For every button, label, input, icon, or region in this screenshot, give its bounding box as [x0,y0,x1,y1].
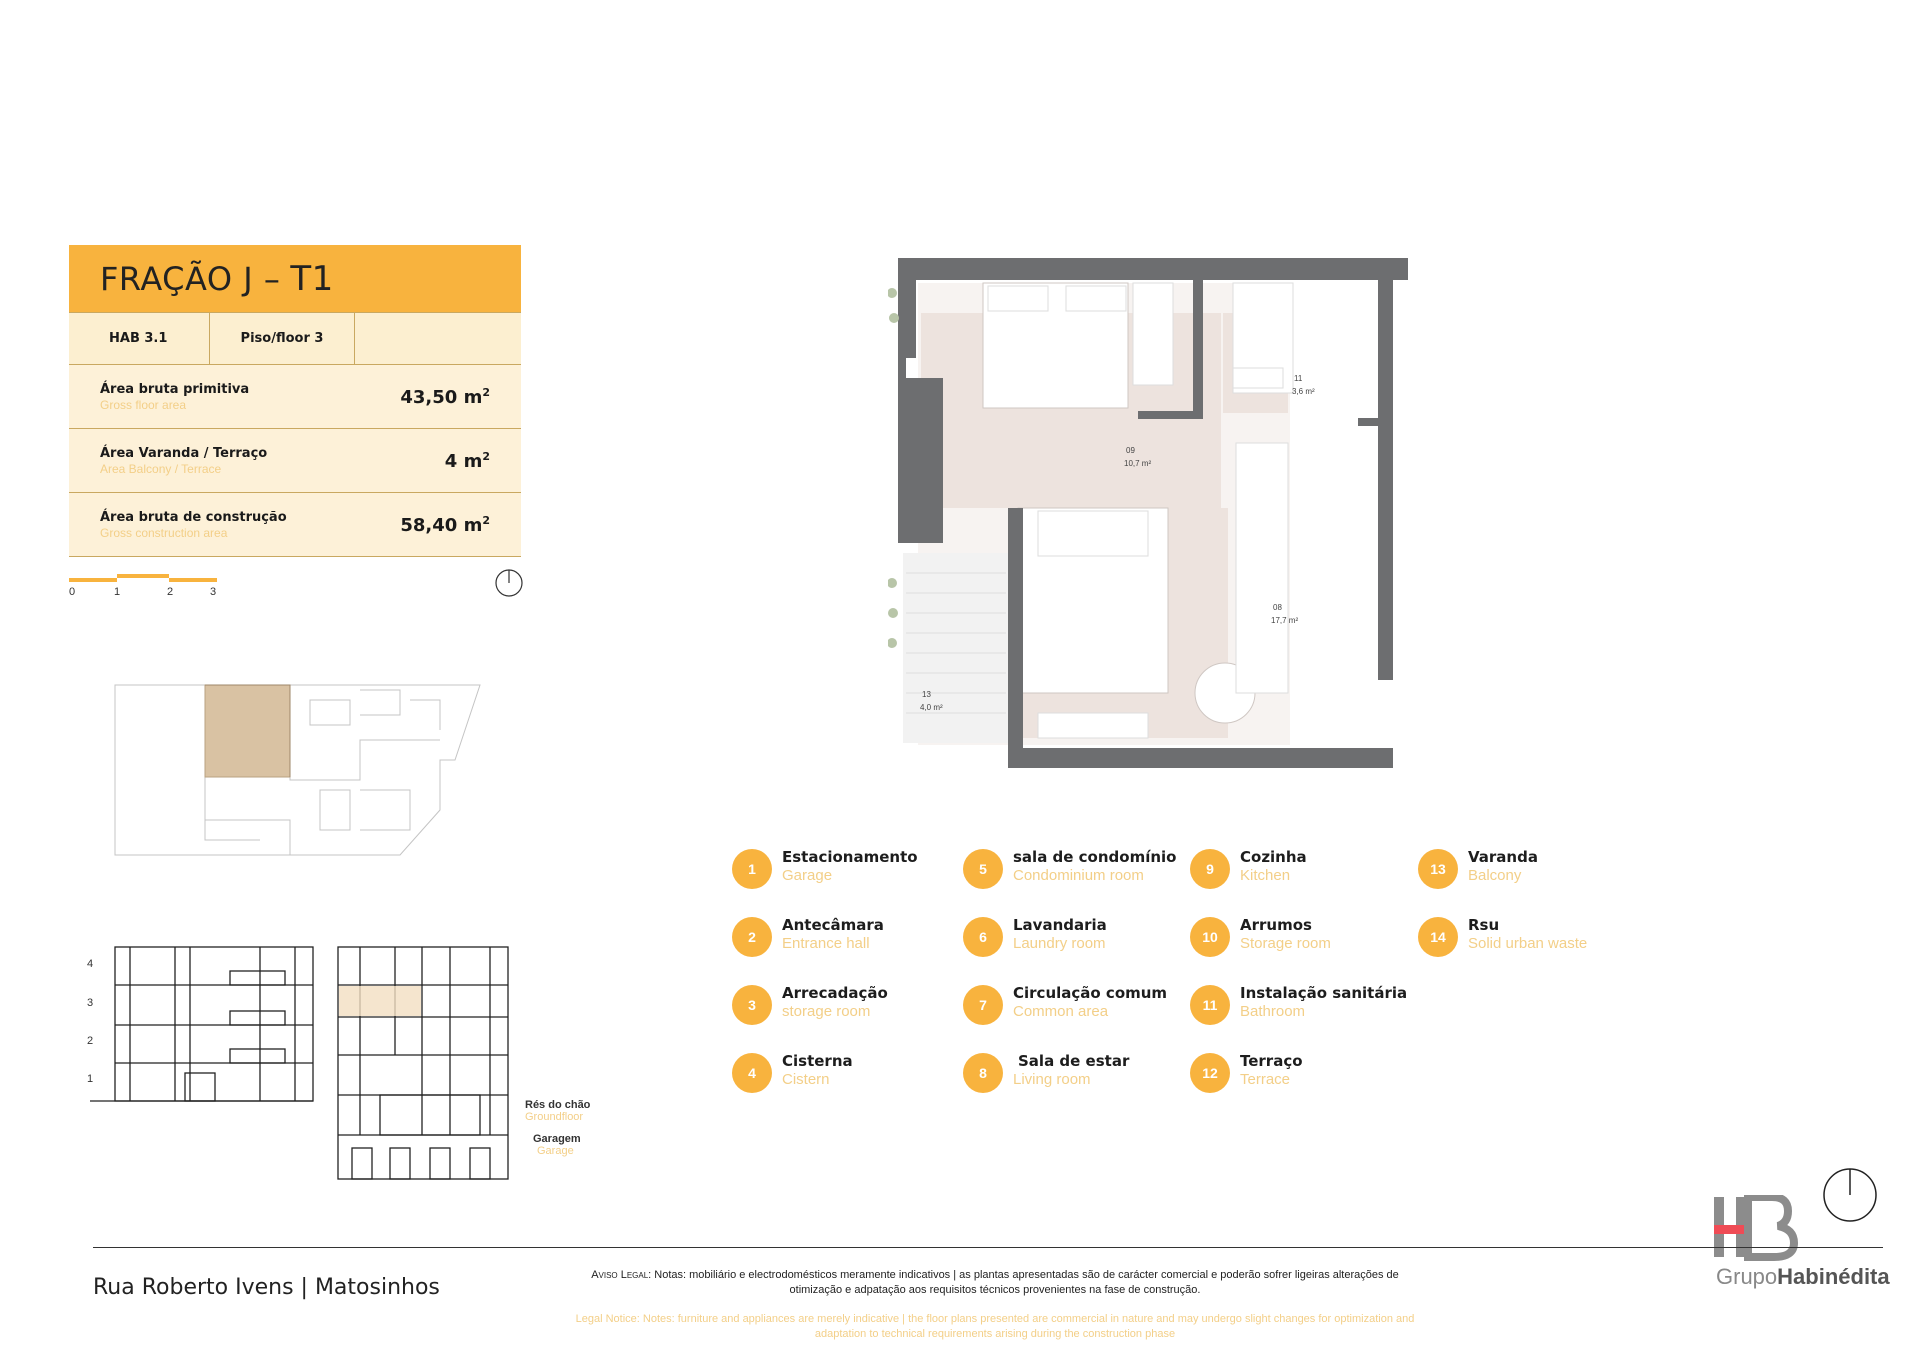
legal-notice: Aviso Legal: Notas: mobiliário e electrodomésticos meramente indicativos | as plantas apresentadas são de carácter comercial e poderão sofrer ligeiras alterações de otimização e adpatação aos requisitos técnicos provenientes na fase de construção. [591,1269,1399,1296]
scale-tick: 3 [210,586,217,598]
area-row [69,493,521,557]
legend-item: 9 Cozinha Kitchen [1190,846,1400,896]
room-13-label: 13 [922,690,931,699]
room-11-area: 3,6 m² [1292,387,1315,396]
unit-title [69,245,521,312]
legend-item: 4 Cisterna Cistern [732,1050,942,1100]
area-label: Área bruta primitiva [100,382,250,397]
legend-item: 10 Arrumos Storage room [1190,914,1400,964]
footer-address: Rua Roberto Ivens | Matosinhos [93,1275,440,1300]
legal-notice-en: Legal Notice: Notes: furniture and appliances are merely indicative | the floor plans presented are commercial in nature and may undergo slight changes for optimization and adaptation to technical requirements arising during the construction phase [575,1313,1415,1340]
garage-label: Garagem [533,1133,581,1145]
legend-item: 7 Circulação comum Common area [963,982,1173,1032]
legend-item: 14 Rsu Solid urban waste [1418,914,1628,964]
room-09-label: 09 [1126,446,1135,455]
building-elevations [90,945,520,1185]
area-row [69,429,521,493]
area-value: 43,50 $m^2$ [400,386,490,408]
footer-divider [93,1247,1883,1248]
hab-label: HAB 3.1 [69,313,210,364]
highlighted-unit [339,986,421,1016]
room-09-area: 10,7 m² [1124,459,1152,468]
area-sublabel: Gross floor area [100,398,187,412]
area-sublabel: Gross construction area [100,526,228,540]
room-08-area: 17,7 m² [1271,616,1299,625]
logo-text: GrupoHabinédita [1716,1264,1890,1289]
floor-plan [888,253,1408,773]
room-11-label: 11 [1294,374,1303,383]
north-arrow-icon [1820,1165,1880,1225]
scale-tick: 2 [167,586,174,598]
room-08-label: 08 [1273,603,1282,612]
legend-item: 11 Instalação sanitária Bathroom [1190,982,1400,1032]
north-arrow-icon [494,568,524,598]
legend-item: 12 Terraço Terrace [1190,1050,1400,1100]
legend-item: 13 Varanda Balcony [1418,846,1628,896]
room-13-area: 4,0 m² [920,703,943,712]
legend-item: 3 Arrecadação storage room [732,982,942,1032]
ground-floor-label-en: Groundfloor [525,1111,584,1123]
scale-bar [69,574,229,588]
floor-label: Piso/floor 3 [210,313,355,364]
legend-item: 2 Antecâmara Entrance hall [732,914,942,964]
area-sublabel: Area Balcony / Terrace [100,462,222,476]
scale-tick: 1 [114,586,121,598]
legend-item: 6 Lavandaria Laundry room [963,914,1173,964]
ground-floor-label: Rés do chão [525,1099,591,1111]
habinedita-logo [1712,1195,1802,1265]
scale-tick: 0 [69,586,76,598]
unit-header-row [69,312,521,365]
area-row [69,365,521,429]
garage-label-en: Garage [537,1145,574,1157]
area-value: 58,40 $m^2$ [400,514,490,536]
floor-number: 2 [87,1035,94,1047]
floor-number: 4 [87,958,94,970]
floor-number: 1 [87,1073,94,1085]
area-label: Área bruta de construção [100,510,287,525]
empty-cell [355,313,521,364]
key-plan [110,680,485,860]
legend-item: 1 Estacionamento Garage [732,846,942,896]
area-value: 4 $m^2$ [444,450,490,472]
unit-info-table [69,245,521,557]
area-label: Área Varanda / Terraço [100,446,268,461]
legend-item: 5 sala de condomínio Condominium room [963,846,1173,896]
unit-title-prefix: FRAÇÃO J – [100,259,281,298]
legend-item: 8 Sala de estar Living room [963,1050,1173,1100]
unit-type: T1 [290,258,334,299]
floor-number: 3 [87,997,94,1009]
